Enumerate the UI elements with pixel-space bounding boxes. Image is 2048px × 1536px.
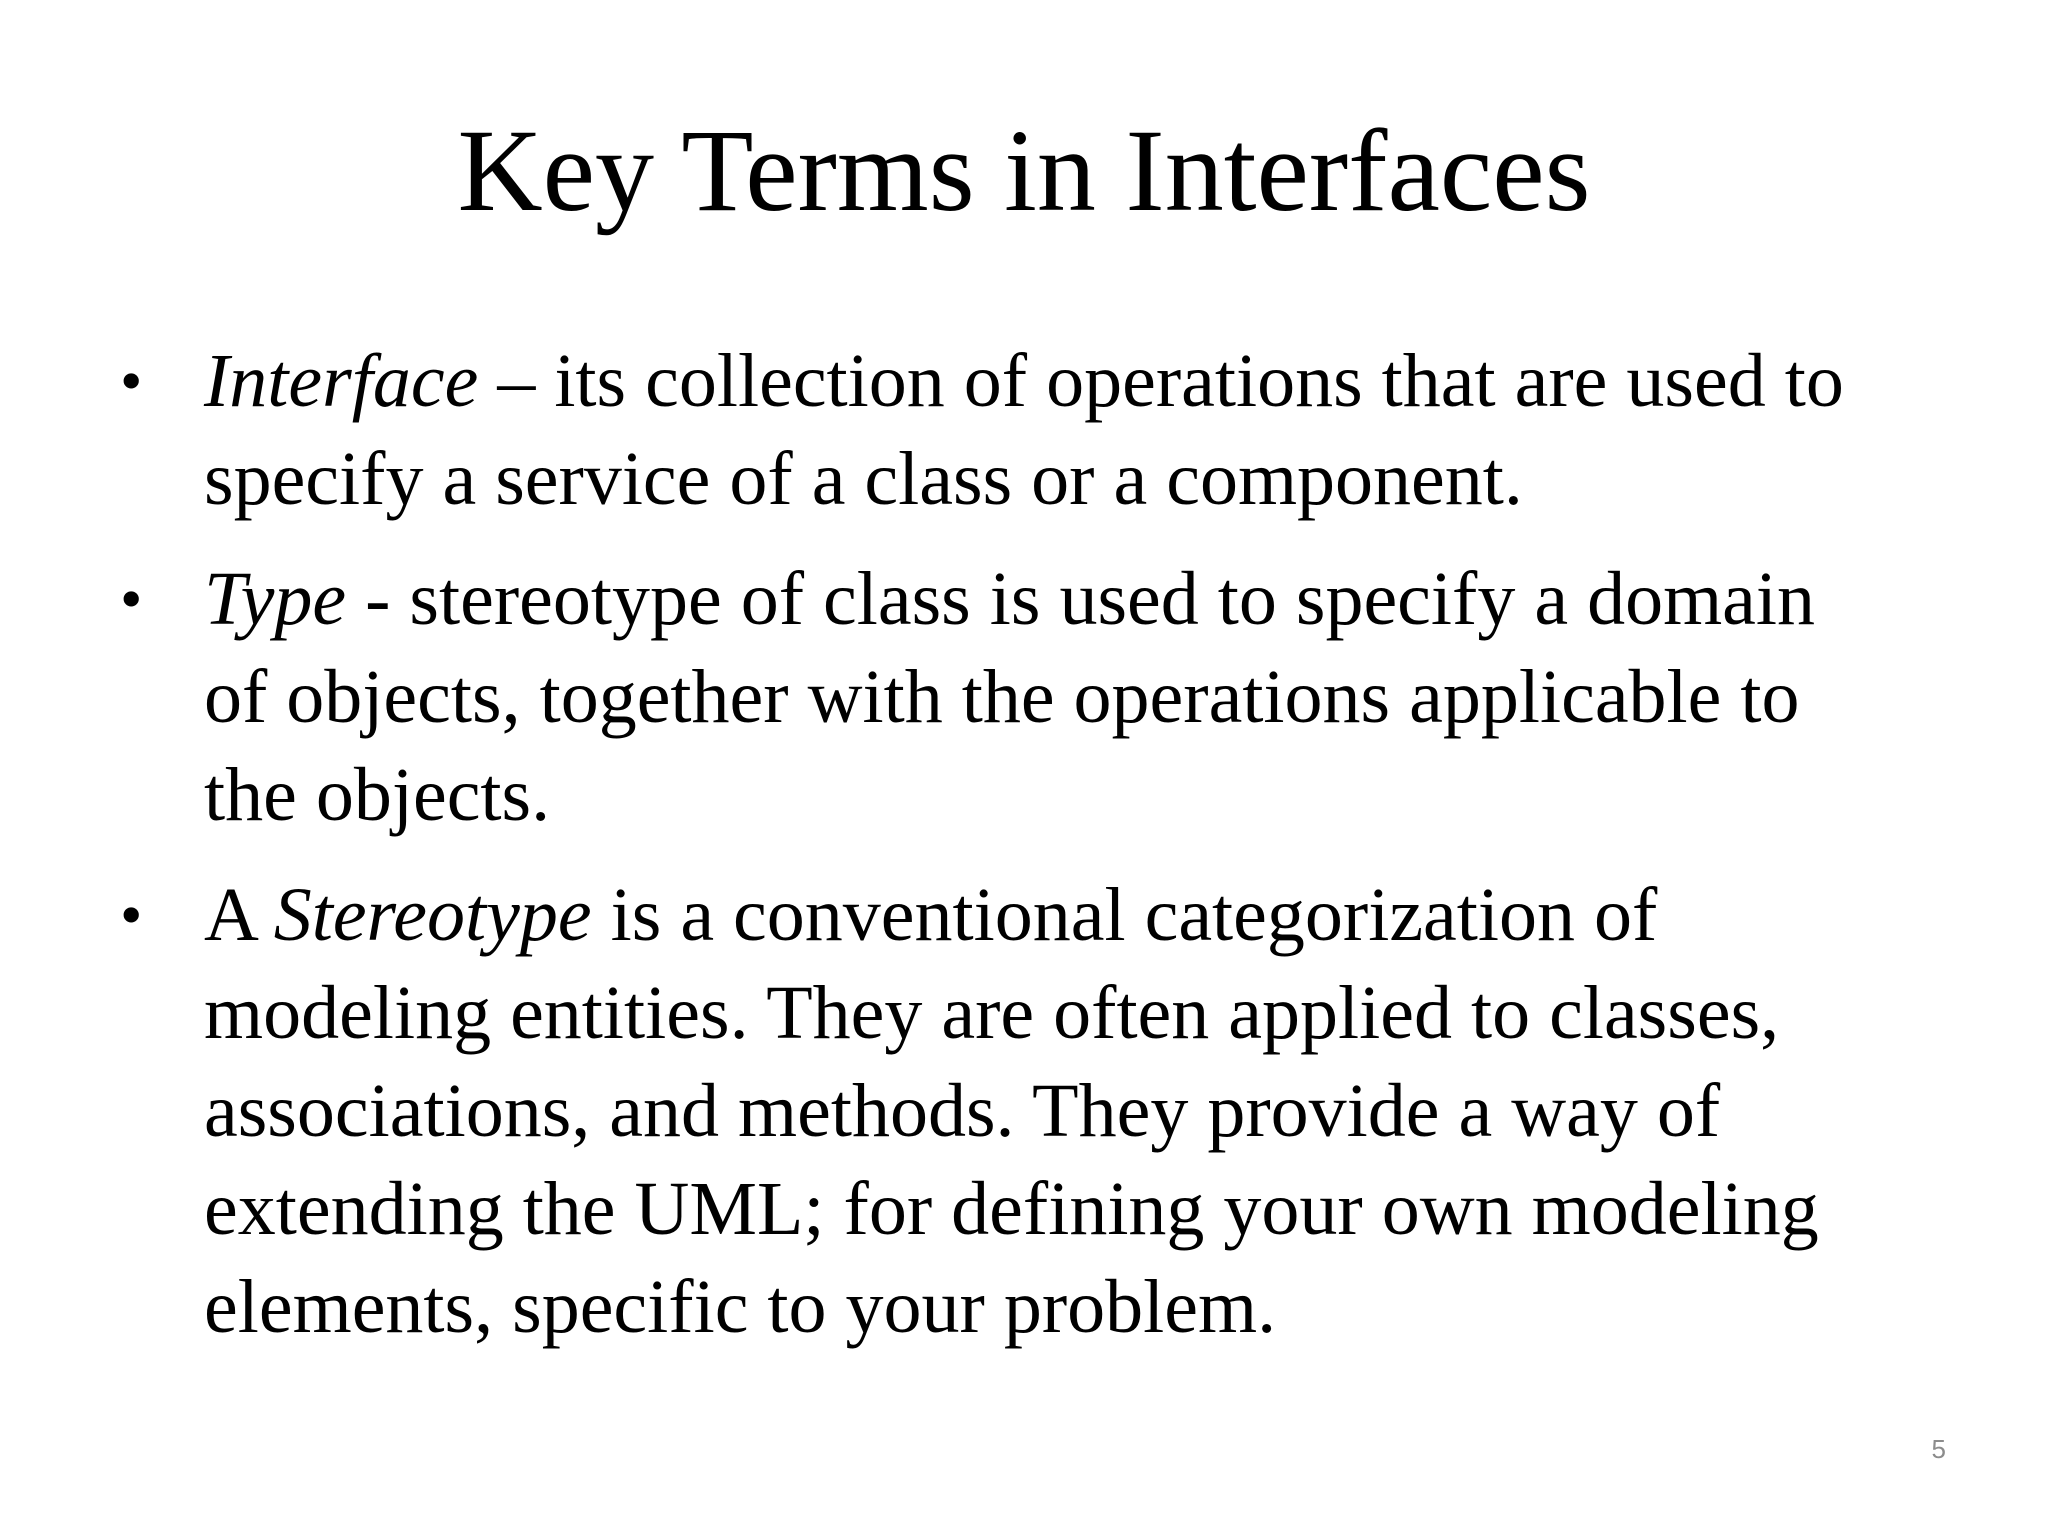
bullet-item-type xyxy=(120,550,1960,844)
bullet-line: of objects, together with the operations applicable to xyxy=(204,655,1800,739)
bullet-icon: • xyxy=(120,879,143,950)
bullet-text: is a conventional categorization of xyxy=(591,873,1658,957)
bullet-line: associations, and methods. They provide a way of xyxy=(204,1069,1721,1153)
bullet-text-prefix: A xyxy=(204,873,274,957)
bullet-line xyxy=(204,550,1960,648)
bullet-icon: • xyxy=(120,345,143,416)
term-interface: Interface xyxy=(204,339,479,423)
bullet-list xyxy=(120,332,1960,1378)
bullet-item-stereotype xyxy=(120,866,1960,1356)
bullet-line: modeling entities. They are often applied to classes, xyxy=(204,971,1780,1055)
term-stereotype: Stereotype xyxy=(273,873,592,957)
bullet-icon: • xyxy=(120,563,143,634)
bullet-line xyxy=(204,866,1960,964)
bullet-line: the objects. xyxy=(204,753,551,837)
slide-title: Key Terms in Interfaces xyxy=(457,105,1591,236)
page-number: 5 xyxy=(1931,1434,1946,1464)
bullet-line: extending the UML; for defining your own modeling xyxy=(204,1167,1819,1251)
term-type: Type xyxy=(204,557,347,641)
bullet-line: specify a service of a class or a component. xyxy=(204,437,1523,521)
bullet-text: – its collection of operations that are used to xyxy=(478,339,1844,423)
bullet-text: - stereotype of class is used to specify a domain xyxy=(346,557,1816,641)
bullet-line xyxy=(204,332,1960,430)
bullet-item-interface xyxy=(120,332,1960,528)
bullet-line: elements, specific to your problem. xyxy=(204,1265,1277,1349)
